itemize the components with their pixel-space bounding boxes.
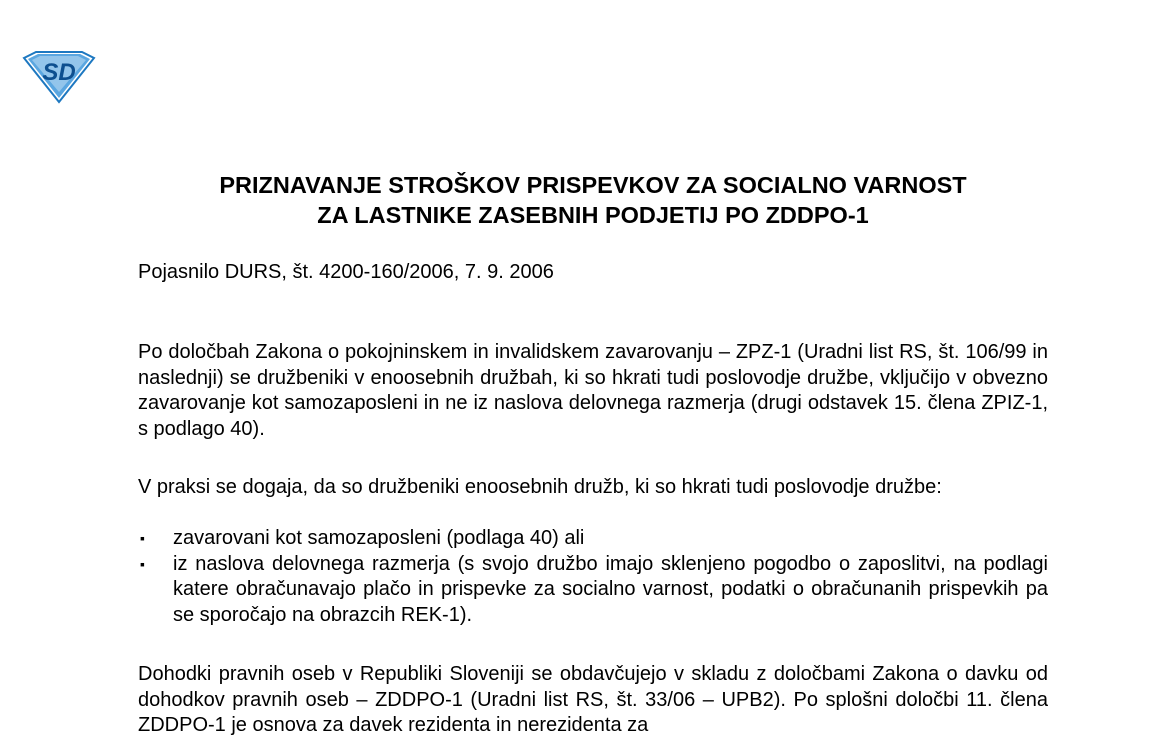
paragraph-3: Dohodki pravnih oseb v Republiki Sloveniji se obdavčujejo v skladu z določbami Zakona o davku od dohodkov pravnih oseb – ZDDPO-1 (Uradni list RS, št. 33/06 – UPB2). Po splošni določbi 11. člena ZDDPO-1 je osnova za davek rezidenta in nerezidenta za <box>138 663 1048 736</box>
title-line-1: PRIZNAVANJE STROŠKOV PRISPEVKOV ZA SOCIALNO VARNOST <box>219 172 967 198</box>
list-item <box>138 552 1048 629</box>
bullet-marker: ▪ <box>140 530 145 546</box>
document-reference: Pojasnilo DURS, št. 4200-160/2006, 7. 9. 2006 <box>138 261 554 283</box>
sd-shield-logo <box>22 50 96 104</box>
paragraph-2: V praksi se dogaja, da so družbeniki enoosebnih družb, ki so hkrati tudi poslovodje družbe: <box>138 476 942 498</box>
sd-shield-icon <box>22 50 96 104</box>
bullet-list <box>138 526 1048 628</box>
bullet-marker: ▪ <box>140 555 145 572</box>
list-item <box>138 526 1048 552</box>
paragraph-1: Po določbah Zakona o pokojninskem in invalidskem zavarovanju – ZPZ-1 (Uradni list RS, št. 106/99 in naslednji) se družbeniki v enoosebnih družbah, ki so hkrati tudi poslovodje družbe, vključijo v obvezno zavarovanje kot samozaposleni in ne iz naslova delovnega razmerja (drugi odstavek 15. člena ZPIZ-1, s podlago 40). <box>138 341 1048 440</box>
document-title <box>138 170 1048 230</box>
logo-text: SD <box>42 59 76 86</box>
list-item-text: iz naslova delovnega razmerja (s svojo družbo imajo sklenjeno pogodbo o zaposlitvi, na podlagi katere obračunavajo plačo in prispevke za socialno varnost, podatki o obračunanih prispevkih pa se sporočajo na obrazcih REK-1). <box>173 552 1048 626</box>
title-line-2: ZA LASTNIKE ZASEBNIH PODJETIJ PO ZDDPO-1 <box>317 202 869 228</box>
list-item-text: zavarovani kot samozaposleni (podlaga 40) ali <box>173 527 585 549</box>
